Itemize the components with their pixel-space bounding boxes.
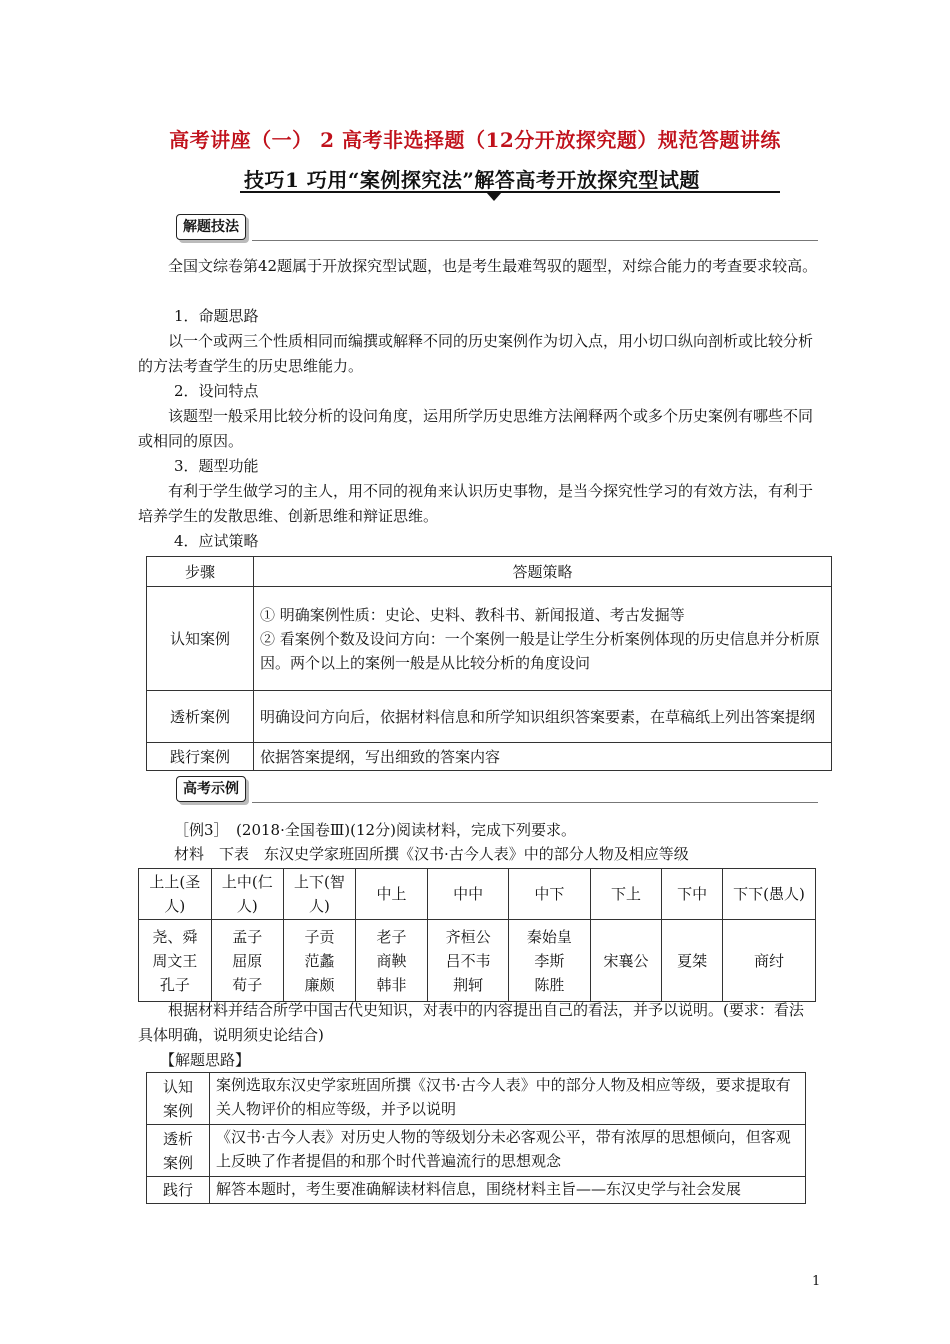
grade-header-cell: 上中(仁人) bbox=[211, 869, 283, 920]
table-cell bbox=[254, 587, 832, 691]
table-cell: 依据答案提纲，写出细致的答案内容 bbox=[254, 743, 832, 771]
grade-people-cell: 孟子 屈原 荀子 bbox=[211, 920, 283, 1002]
table-row bbox=[147, 1177, 806, 1204]
question-paragraph: 根据材料并结合所学中国古代史知识，对表中的内容提出自己的看法，并予以说明。(要求：看法具体明确，说明须史论结合) bbox=[138, 1001, 804, 1044]
grade-header-cell: 下上 bbox=[590, 869, 662, 920]
table-row bbox=[139, 920, 816, 1002]
paragraph-2: 该题型一般采用比较分析的设问角度，运用所学历史思维方法阐释两个或多个历史案例有哪些不同或相同的原因。 bbox=[138, 407, 814, 450]
grade-header-cell: 中中 bbox=[427, 869, 508, 920]
divider bbox=[252, 240, 818, 241]
divider bbox=[252, 802, 818, 803]
page-title: 高考讲座（一） 2 高考非选择题（12分开放探究题）规范答题讲练 bbox=[169, 128, 781, 152]
grade-header-cell: 中上 bbox=[356, 869, 428, 920]
table-row bbox=[147, 587, 832, 691]
strategy-table bbox=[146, 556, 832, 771]
section-tag-examples: 高考示例 bbox=[176, 776, 246, 802]
table-cell: 透析案例 bbox=[147, 691, 254, 743]
down-arrow-icon bbox=[486, 192, 502, 201]
subtitle-underline bbox=[240, 191, 780, 193]
table-cell: 认知案例 bbox=[147, 587, 254, 691]
grade-people-cell: 宋襄公 bbox=[590, 920, 662, 1002]
thinking-label: 【解题思路】 bbox=[160, 1051, 251, 1069]
grade-people-cell: 尧、舜 周文王 孔子 bbox=[139, 920, 212, 1002]
thinking-step-cell: 践行 bbox=[147, 1177, 210, 1204]
example-line: ［例3］ (2018·全国卷Ⅲ)(12分)阅读材料，完成下列要求。 bbox=[174, 821, 576, 839]
grade-people-cell: 夏桀 bbox=[662, 920, 723, 1002]
grade-people-cell: 秦始皇 李斯 陈胜 bbox=[509, 920, 590, 1002]
grade-header-cell: 上下(智人) bbox=[283, 869, 355, 920]
grade-table bbox=[138, 868, 816, 1002]
section-tag-techniques: 解题技法 bbox=[176, 214, 246, 240]
table-row bbox=[147, 1073, 806, 1125]
heading-4: 4．应试策略 bbox=[174, 532, 259, 550]
table-row bbox=[147, 557, 832, 587]
material-line: 材料 下表 东汉史学家班固所撰《汉书·古今人表》中的部分人物及相应等级 bbox=[174, 845, 689, 863]
table-row bbox=[139, 869, 816, 920]
table-cell: 明确设问方向后，依据材料信息和所学知识组织答案要素，在草稿纸上列出答案提纲 bbox=[254, 691, 832, 743]
thinking-text-cell: 解答本题时，考生要准确解读材料信息，围绕材料主旨——东汉史学与社会发展 bbox=[210, 1177, 806, 1204]
grade-header-cell: 上上(圣人) bbox=[139, 869, 212, 920]
thinking-table bbox=[146, 1072, 806, 1204]
page-subtitle: 技巧1 巧用“案例探究法”解答高考开放探究型试题 bbox=[244, 168, 700, 192]
paragraph-3: 有利于学生做学习的主人，用不同的视角来认识历史事物，是当今探究性学习的有效方法，有利于培养学生的发散思维、创新思维和辩证思维。 bbox=[138, 482, 814, 525]
thinking-text-cell: 案例选取东汉史学家班固所撰《汉书·古今人表》中的部分人物及相应等级，要求提取有关人物评价的相应等级，并予以说明 bbox=[210, 1073, 806, 1125]
grade-people-cell: 商纣 bbox=[722, 920, 815, 1002]
grade-people-cell: 齐桓公 吕不韦 荆轲 bbox=[427, 920, 508, 1002]
table-header-cell: 答题策略 bbox=[254, 557, 832, 587]
grade-header-cell: 中下 bbox=[509, 869, 590, 920]
strategy-line: ② 看案例个数及设问方向：一个案例一般是让学生分析案例体现的历史信息并分析原因。两个以上的案例一般是从比较分析的角度设问 bbox=[260, 629, 820, 672]
intro-paragraph: 全国文综卷第42题属于开放探究型试题，也是考生最难驾驭的题型，对综合能力的考查要求较高。 bbox=[168, 257, 818, 275]
table-row bbox=[147, 691, 832, 743]
table-row bbox=[147, 1125, 806, 1177]
grade-people-cell: 子贡 范蠡 廉颇 bbox=[283, 920, 355, 1002]
heading-2: 2．设问特点 bbox=[174, 382, 259, 400]
grade-people-cell: 老子 商鞅 韩非 bbox=[356, 920, 428, 1002]
strategy-line: ① 明确案例性质：史论、史料、教科书、新闻报道、考古发掘等 bbox=[260, 605, 685, 624]
table-header-cell: 步骤 bbox=[147, 557, 254, 587]
page-number: 1 bbox=[812, 1274, 821, 1289]
heading-3: 3．题型功能 bbox=[174, 457, 259, 475]
grade-header-cell: 下中 bbox=[662, 869, 723, 920]
thinking-text-cell: 《汉书·古今人表》对历史人物的等级划分未必客观公平，带有浓厚的思想倾向，但客观上反映了作者提倡的和那个时代普遍流行的思想观念 bbox=[210, 1125, 806, 1177]
grade-header-cell: 下下(愚人) bbox=[722, 869, 815, 920]
thinking-step-cell: 透析 案例 bbox=[147, 1125, 210, 1177]
table-cell: 践行案例 bbox=[147, 743, 254, 771]
heading-1: 1．命题思路 bbox=[174, 307, 259, 325]
paragraph-1: 以一个或两三个性质相同而编撰或解释不同的历史案例作为切入点，用小切口纵向剖析或比较分析的方法考查学生的历史思维能力。 bbox=[138, 332, 814, 375]
table-row bbox=[147, 743, 832, 771]
thinking-step-cell: 认知 案例 bbox=[147, 1073, 210, 1125]
